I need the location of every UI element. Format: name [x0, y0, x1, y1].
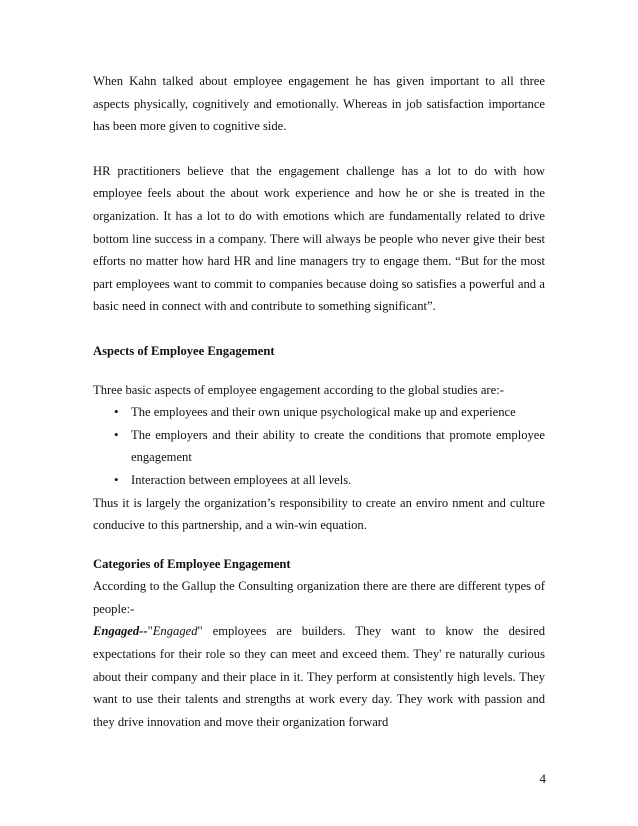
- categories-intro: According to the Gallup the Consulting organization there are there are different types of people:-: [93, 579, 545, 616]
- page-body: [93, 70, 545, 733]
- list-item: • The employees and their own unique psychological make up and experience: [93, 401, 545, 424]
- list-item: • The employers and their ability to create the conditions that promote employee engagement: [93, 424, 545, 469]
- engaged-paragraph: [93, 620, 545, 733]
- list-item: • Interaction between employees at all levels.: [93, 469, 545, 492]
- engaged-term: Engaged: [152, 624, 198, 639]
- engaged-description: " employees are builders. They want to know the desired expectations for their role so they can meet and exceed them. They' re naturally curious about their company and their place in it. They perform at consistently high levels. They want to use their talents and strengths at work every day. They work with passion and they drive innovation and move their organization forward: [93, 624, 545, 729]
- page-number: 4: [539, 771, 546, 786]
- aspects-conclusion: Thus it is largely the organization’s responsibility to create an enviro nment and culture conducive to this partnership, and a win-win equation.: [93, 495, 545, 533]
- aspects-list: [93, 401, 545, 491]
- hr-practitioners-paragraph: HR practitioners believe that the engagement challenge has a lot to do with how employee feels about the about work experience and how he or she is treated in the organization. It has a lot to do with emotions which are fundamentally related to drive bottom line success in a company. There will always be people who never give their best efforts no matter how hard HR and line managers try to engage them. “But for the most part employees want to commit to companies because doing so satisfies a powerful and a basic need in connect with and contribute to something significant”.: [93, 163, 545, 314]
- categories-heading: Categories of Employee Engagement: [93, 556, 291, 571]
- engaged-label: Engaged--: [93, 624, 148, 639]
- kahn-paragraph: When Kahn talked about employee engagement he has given important to all three aspects physically, cognitively and emotionally. Whereas in job satisfaction importance has been more given to cognitive side.: [93, 74, 545, 134]
- aspects-heading: Aspects of Employee Engagement: [93, 343, 275, 358]
- engaged-open-quote: ": [147, 624, 153, 639]
- aspects-intro: Three basic aspects of employee engagement according to the global studies are:-: [93, 382, 504, 397]
